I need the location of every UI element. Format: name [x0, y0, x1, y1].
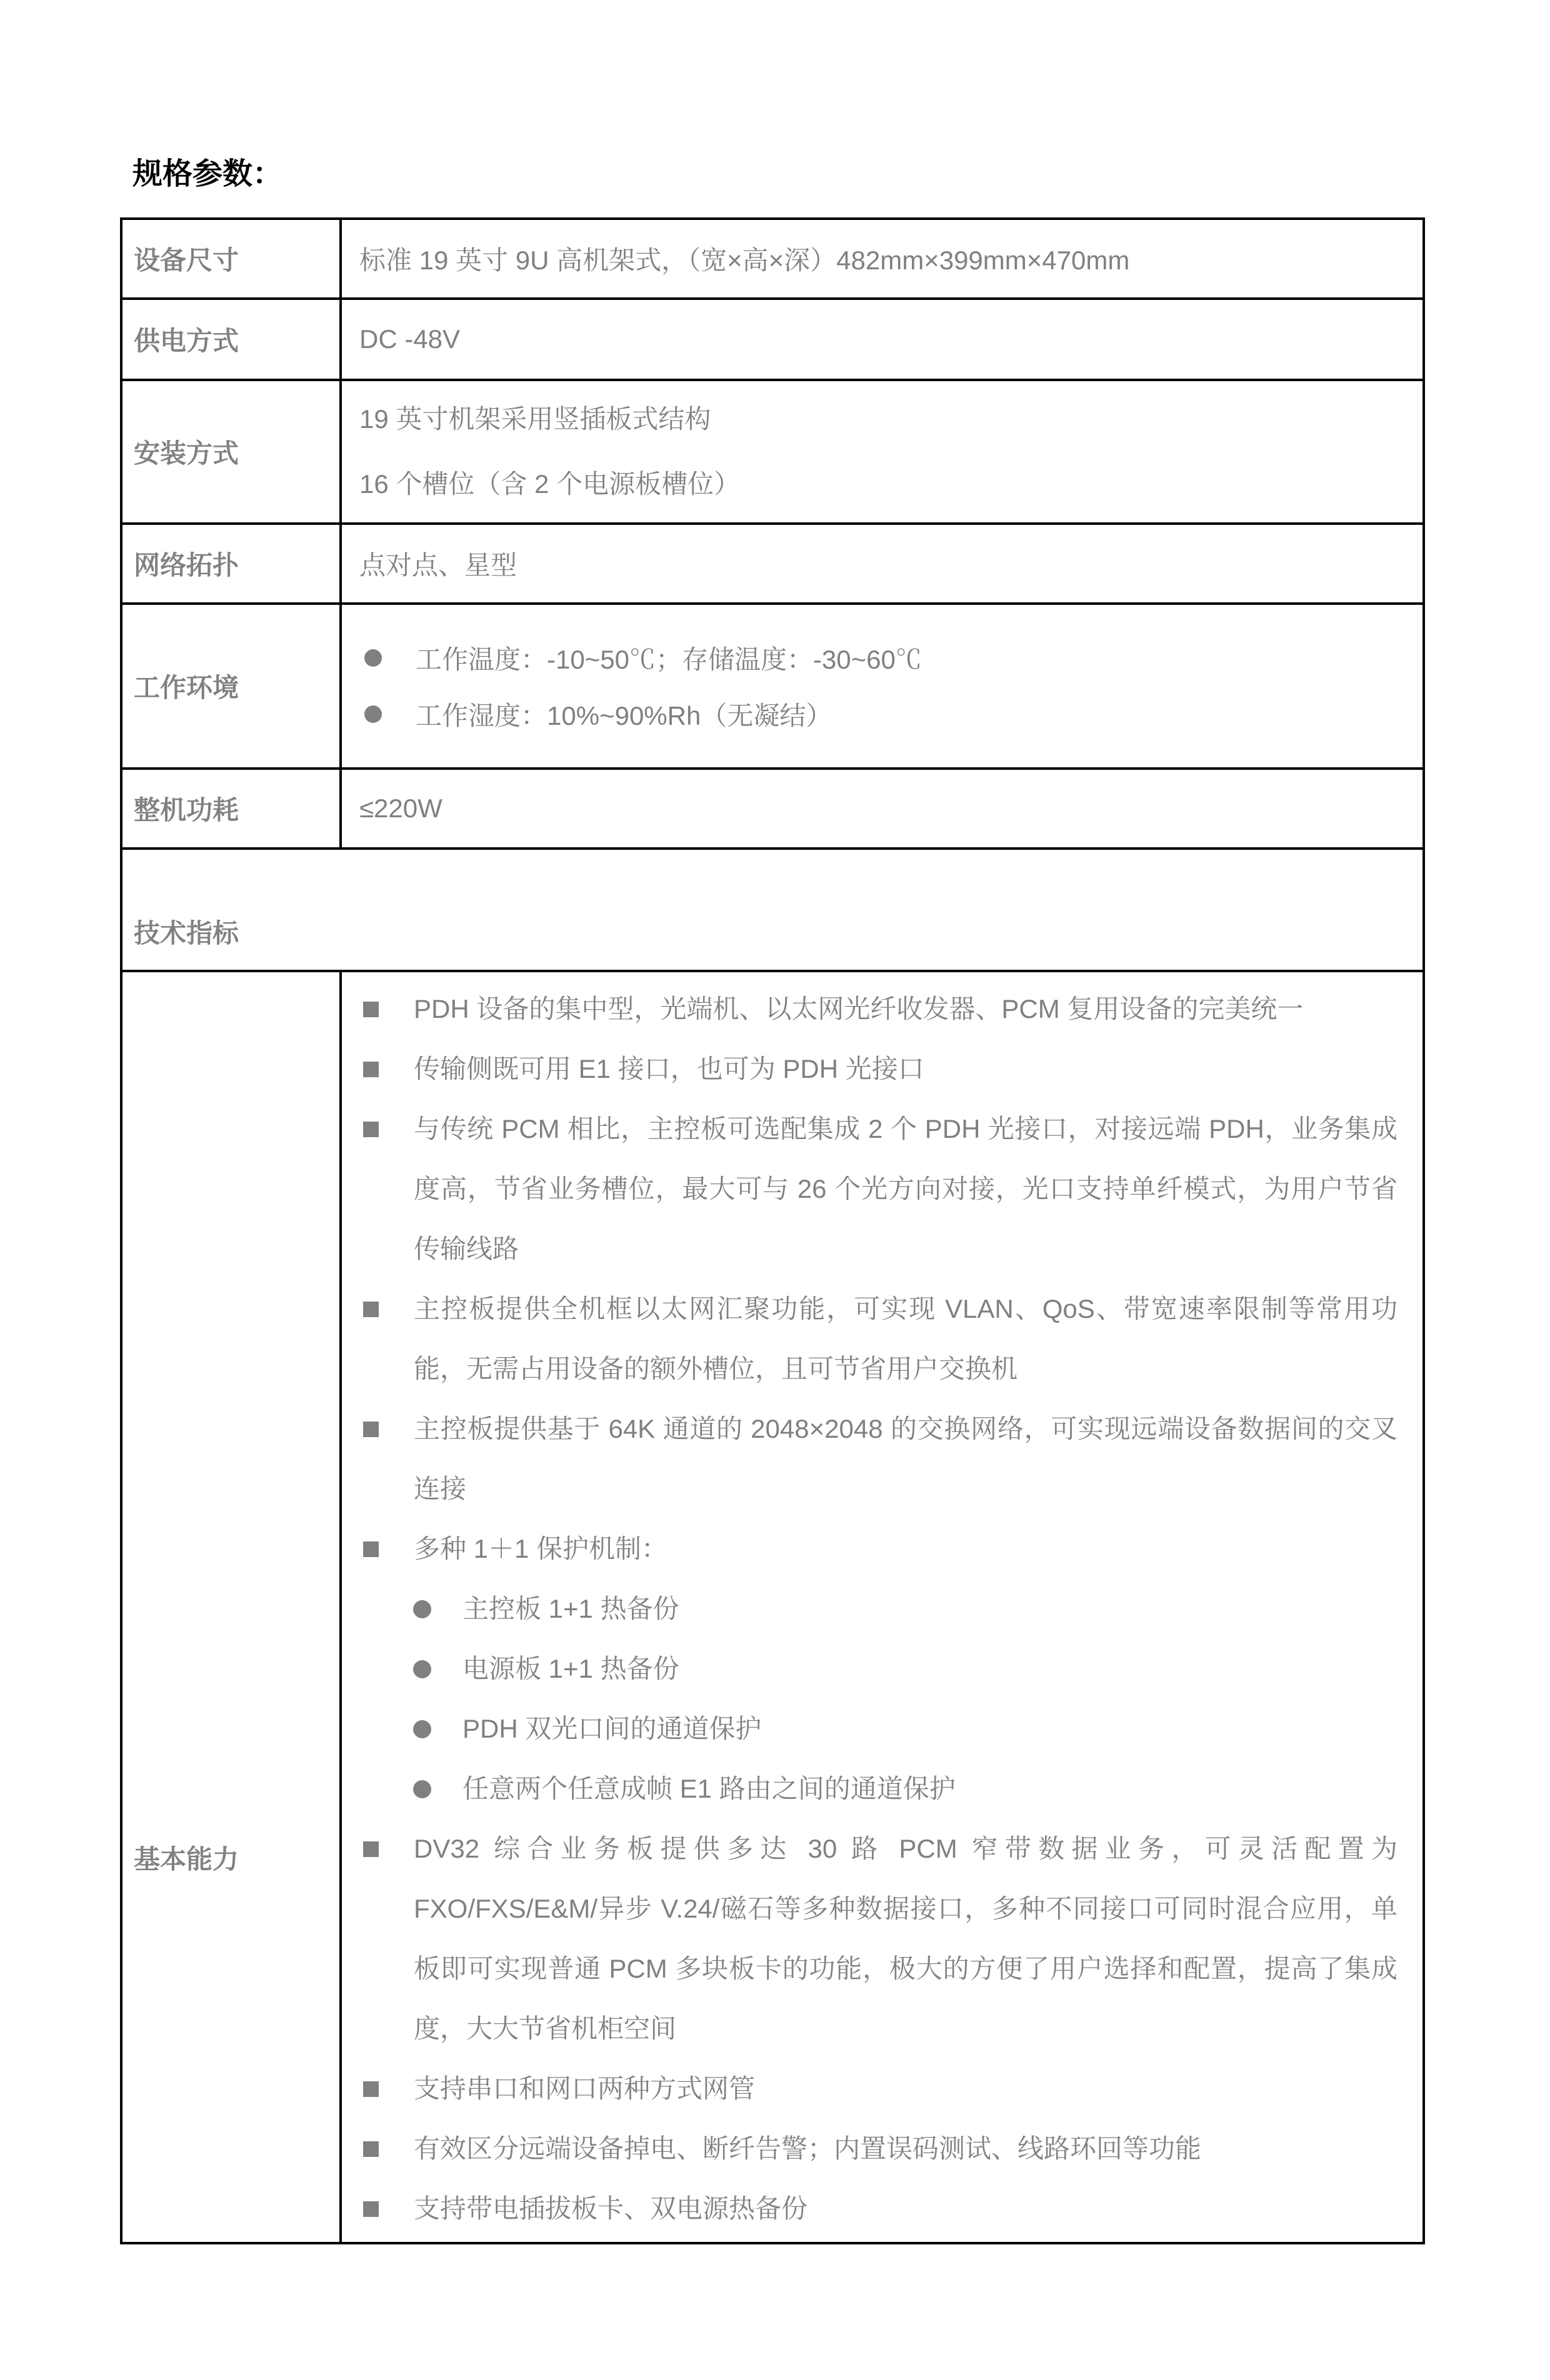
sub-list-item: [359, 1759, 1398, 1819]
list-item-text: 主控板提供基于 64K 通道的 2048×2048 的交换网络，可实现远端设备数据间的交叉连接: [414, 1414, 1398, 1503]
square-bullet-icon: [363, 1302, 379, 1317]
spec-row: [121, 604, 1424, 769]
circle-bullet-icon: [364, 705, 382, 723]
spec-label: 网络拓扑: [121, 524, 341, 604]
list-item: [359, 979, 1398, 1039]
list-item-text: 多种 1＋1 保护机制：: [414, 1534, 668, 1563]
sub-list-item: [359, 1699, 1398, 1759]
list-item: [359, 2119, 1398, 2179]
square-bullet-icon: [363, 1841, 379, 1857]
spec-row: [121, 769, 1424, 849]
circle-bullet-icon: [413, 1600, 431, 1618]
list-item: [359, 2059, 1398, 2119]
spec-row: [121, 524, 1424, 604]
capability-list: [341, 971, 1424, 2243]
list-item-text: 支持串口和网口两种方式网管: [414, 2074, 756, 2103]
spec-label: 供电方式: [121, 299, 341, 380]
list-item-text: DV32 综合业务板提供多达 30 路 PCM 窄带数据业务，可灵活配置为 FXO/FXS/E&M/异步 V.24/磁石等多种数据接口，多种不同接口可同时混合应用，单板即可实现普通 PCM 多块板卡的功能，极大的方便了用户选择和配置，提高了集成度，大大节省机柜空间: [414, 1834, 1398, 2043]
page-title: 规格参数：: [132, 157, 283, 191]
square-bullet-icon: [363, 2201, 379, 2217]
sub-list-item-text: 电源板 1+1 热备份: [462, 1654, 679, 1683]
spec-value-line: 19 英寸机架采用竖插板式结构: [359, 404, 711, 434]
list-item-text: 支持带电插拔板卡、双电源热备份: [414, 2194, 808, 2223]
spec-value: DC -48V: [341, 299, 1424, 380]
spec-label: 工作环境: [121, 604, 341, 769]
list-item-text: 主控板提供全机框以太网汇聚功能，可实现 VLAN、QoS、带宽速率限制等常用功能，无需占用设备的额外槽位，且可节省用户交换机: [414, 1294, 1398, 1383]
list-item-text: 与传统 PCM 相比，主控板可选配集成 2 个 PDH 光接口，对接远端 PDH，业务集成度高，节省业务槽位，最大可与 26 个光方向对接，光口支持单纤模式，为用户节省传输线路: [414, 1114, 1398, 1263]
list-item-text: 有效区分远端设备掉电、断纤告警；内置误码测试、线路环回等功能: [414, 2134, 1202, 2163]
list-item-text: 传输侧既可用 E1 接口，也可为 PDH 光接口: [414, 1054, 924, 1083]
spec-row: [121, 219, 1424, 299]
square-bullet-icon: [363, 1541, 379, 1557]
circle-bullet-icon: [413, 1780, 431, 1798]
square-bullet-icon: [363, 1002, 379, 1017]
list-item: [359, 1039, 1398, 1099]
list-item: [359, 1399, 1398, 1519]
spec-row: [121, 380, 1424, 524]
square-bullet-icon: [363, 2081, 379, 2097]
bullet-line: [359, 639, 1388, 677]
list-item-text: PDH 设备的集中型，光端机、以太网光纤收发器、PCM 复用设备的完美统一: [414, 994, 1304, 1023]
spec-label: 安装方式: [121, 380, 341, 524]
bullet-line: [359, 695, 1388, 733]
list-item: [359, 1819, 1398, 2059]
capability-row: [121, 971, 1424, 2243]
section-title-row: [121, 849, 1424, 971]
square-bullet-icon: [363, 1122, 379, 1137]
spec-value: 标准 19 英寸 9U 高机架式，（宽×高×深）482mm×399mm×470mm: [341, 219, 1424, 299]
spec-label: 整机功耗: [121, 769, 341, 849]
list-item: [359, 2179, 1398, 2239]
circle-bullet-icon: [413, 1660, 431, 1678]
sub-list-item: [359, 1639, 1398, 1699]
list-item: [359, 1099, 1398, 1279]
spec-row: [121, 299, 1424, 380]
spec-value: [341, 604, 1424, 769]
spec-value: [341, 380, 1424, 524]
sub-list-item-text: PDH 双光口间的通道保护: [462, 1714, 762, 1743]
spec-value: 点对点、星型: [341, 524, 1424, 604]
spec-label: 设备尺寸: [121, 219, 341, 299]
circle-bullet-icon: [364, 649, 382, 667]
list-item: [359, 1279, 1398, 1399]
square-bullet-icon: [363, 2141, 379, 2157]
sub-list-item-text: 主控板 1+1 热备份: [462, 1594, 679, 1623]
spec-table: [120, 217, 1425, 2244]
bullet-text: 工作温度：-10~50℃；存储温度：-30~60℃: [416, 645, 922, 674]
circle-bullet-icon: [413, 1720, 431, 1738]
square-bullet-icon: [363, 1422, 379, 1437]
spec-value: ≤220W: [341, 769, 1424, 849]
sub-list-item: [359, 1579, 1398, 1639]
sub-list-item-text: 任意两个任意成帧 E1 路由之间的通道保护: [462, 1774, 956, 1803]
section-title: 技术指标: [121, 849, 1424, 971]
spec-label: 基本能力: [121, 971, 341, 2243]
bullet-text: 工作湿度：10%~90%Rh（无凝结）: [416, 701, 832, 730]
spec-value-line: 16 个槽位（含 2 个电源板槽位）: [359, 469, 741, 499]
list-item: [359, 1519, 1398, 1579]
square-bullet-icon: [363, 1062, 379, 1077]
